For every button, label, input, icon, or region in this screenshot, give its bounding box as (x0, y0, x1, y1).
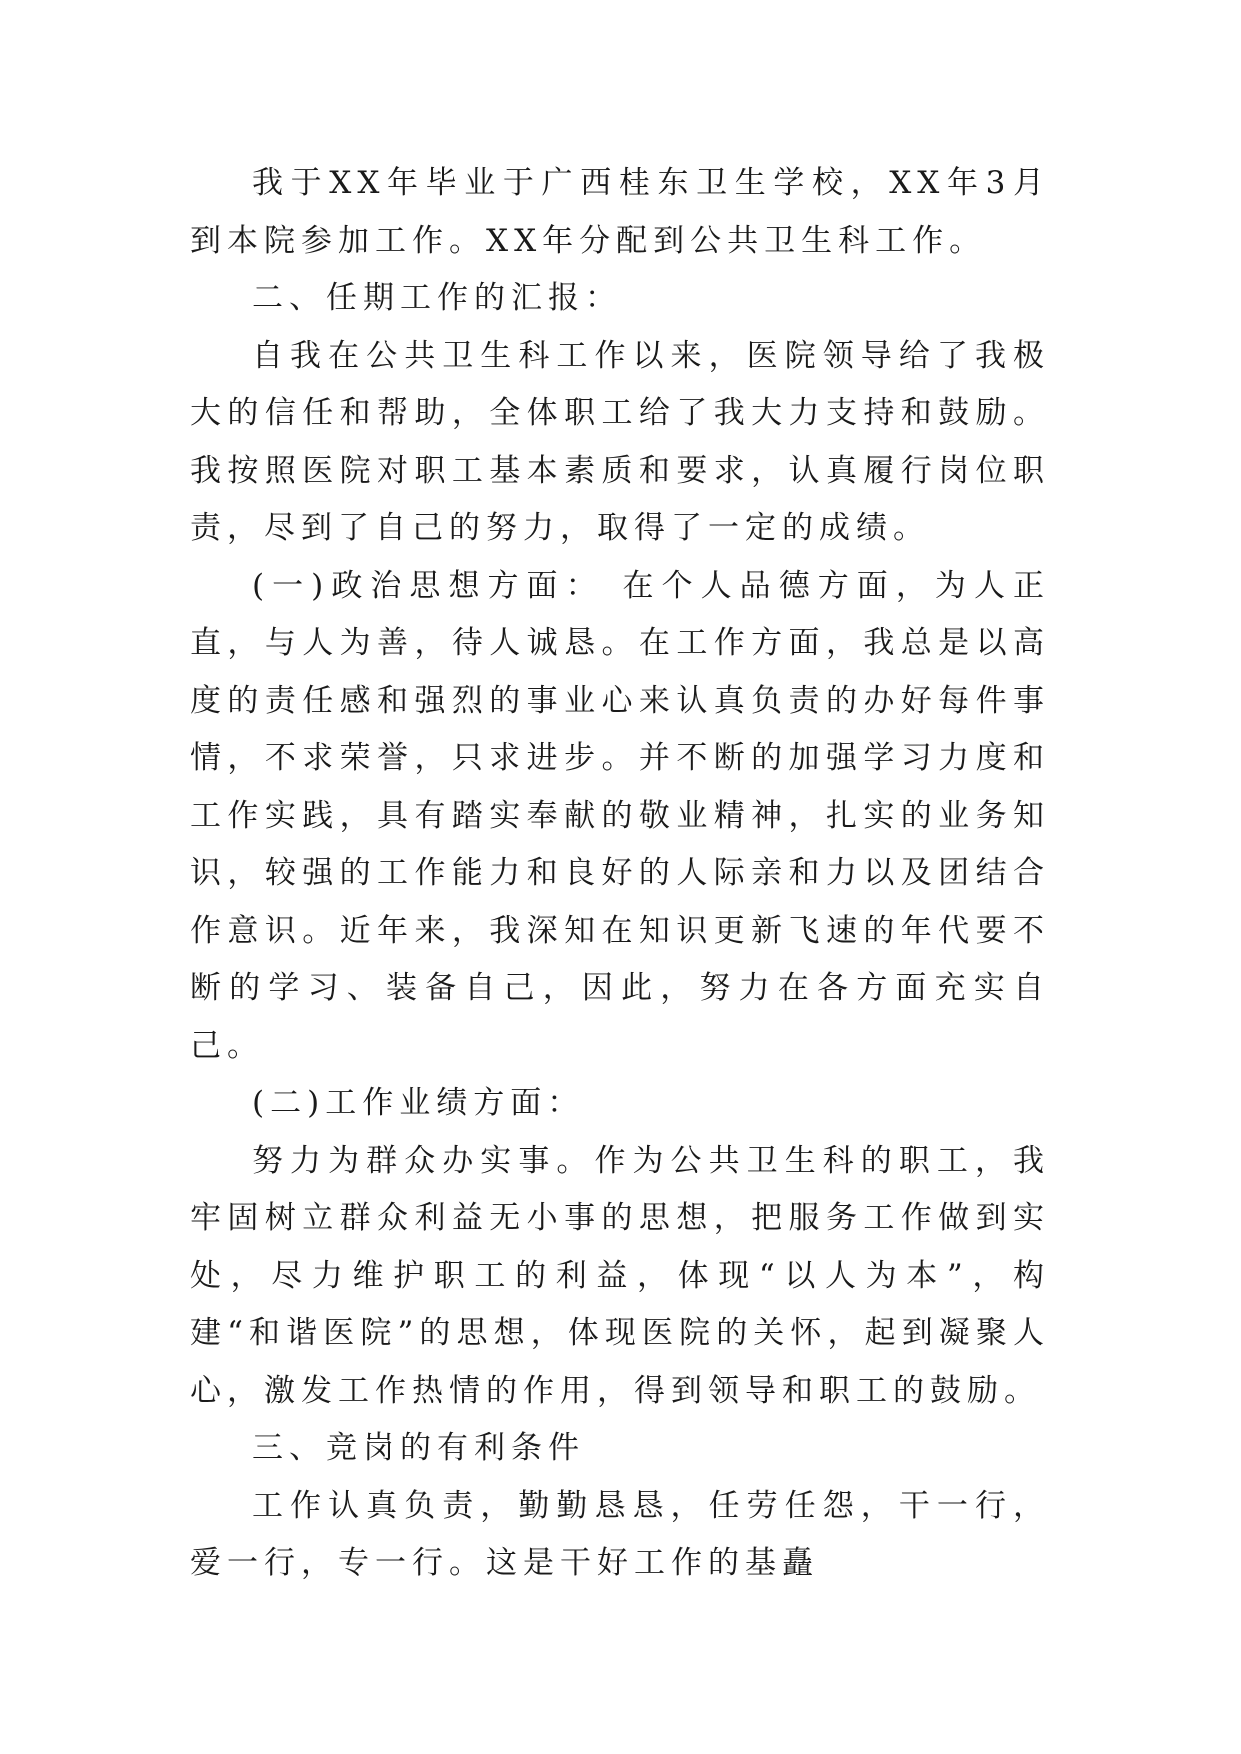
paragraph-education: 我于XX年毕业于广西桂东卫生学校，XX年3月到本院参加工作。XX年分配到公共卫生科工作。 (190, 165, 1050, 259)
paragraph-performance: 努力为群众办实事。作为公共卫生科的职工，我牢固树立群众利益无小事的思想，把服务工作做到实处，尽力维护职工的利益，体现“以人为本”，构建“和谐医院”的思想，体现医院的关怀，起到凝聚人心，激发工作热情的作用，得到领导和职工的鼓励。 (190, 1142, 1050, 1409)
paragraph-political-thought: (一)政治思想方面： 在个人品德方面，为人正直，与人为善，待人诚恳。在工作方面，我总是以高度的责任感和强烈的事业心来认真负责的办好每件事情，不求荣誉，只求进步。并不断的加强学习力度和工作实践，具有踏实奉献的敬业精神，扎实的业务知识，较强的工作能力和良好的人际亲和力以及团结合作意识。近年来，我深知在知识更新飞速的年代要不断的学习、装备自己，因此，努力在各方面充实自己。 (190, 567, 1050, 1064)
paragraph-work-summary: 自我在公共卫生科工作以来，医院领导给了我极大的信任和帮助，全体职工给了我大力支持和鼓励。我按照医院对职工基本素质和要求，认真履行岗位职责，尽到了自己的努力，取得了一定的成绩。 (190, 337, 1050, 546)
document-page (190, 155, 1050, 1593)
subsection-heading-performance: (二)工作业绩方面： (252, 1085, 585, 1121)
section-heading-work-report: 二、任期工作的汇报： (252, 280, 622, 316)
paragraph-advantages: 工作认真负责，勤勤恳恳，任劳任怨，干一行，爱一行，专一行。这是干好工作的基矗 (190, 1487, 1050, 1581)
section-heading-advantages: 三、竞岗的有利条件 (252, 1430, 585, 1466)
